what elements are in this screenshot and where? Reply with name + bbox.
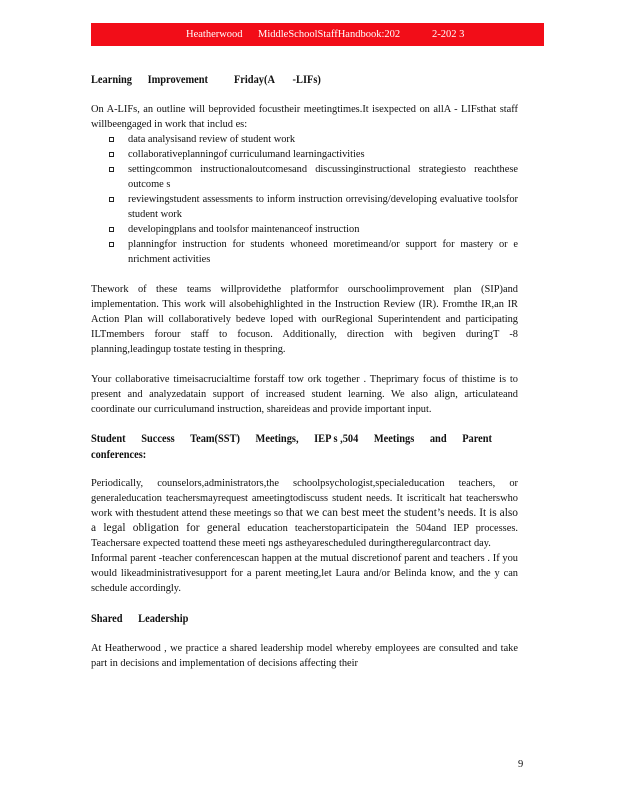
checkbox-bullet-icon	[109, 137, 114, 142]
checkbox-bullet-icon	[109, 227, 114, 232]
sst-paragraph-part1: Periodically, counselors,administrators,the schoolpsychologist,specialeducation teachers, or generaleducation teachersmayrequest ameetingtodiscuss student needs. It iscriticalt hat teacherswho work with thestudent attend these meetings so	[91, 478, 518, 519]
lifs-paragraph-teams: Thework of these teams willprovidethe platformfor ourschoolimprovement plan (SIP)and implementation. This work will alsobehighlighted in the Instruction Review (IR). Fromthe IR,an IR Action Plan will collaboratively bedeve loped with ourRegional Superintendent and participating ILTmembers forour staff to focuson. Additionally, direction with begiven duringT -8 planning,leadingup tostate testing in thespring.	[91, 284, 518, 355]
sst-paragraph-meetings	[91, 476, 518, 551]
checkbox-bullet-icon	[109, 167, 114, 172]
list-item: developingplans and toolsfor maintenanceof instruction	[91, 222, 518, 237]
list-item: settingcommon instructionaloutcomesand discussinginstructional strategiesto reachthese outcome s	[91, 162, 518, 192]
shared-paragraph: At Heatherwood , we practice a shared leadership model whereby employees are consulted and take part in decisions and implementation of decisions affecting their	[91, 643, 518, 669]
list-item: data analysisand review of student work	[91, 132, 518, 147]
checkbox-bullet-icon	[109, 242, 114, 247]
lifs-list	[91, 132, 518, 267]
lifs-heading: Learning Improvement Friday(A -LIFs)	[91, 74, 321, 87]
checkbox-bullet-icon	[109, 152, 114, 157]
sst-paragraph-conferences: Informal parent -teacher conferencescan happen at the mutual discretionof parent and teachers . If you would likeadministrativesupport for a parent meeting,let Laura and/or Belinda know, and the y can schedule accordingly.	[91, 553, 518, 594]
lifs-intro: On A-LIFs, an outline will beprovided focustheir meetingtimes.It isexpected on allA - LIFsthat staff willbeengaged in work that includ es:	[91, 104, 518, 130]
page-number: 9	[518, 759, 524, 770]
sst-paragraph-part2: that we can best meet the student’s needs. It is also a legal obligation for general	[91, 507, 518, 534]
page-content	[91, 72, 518, 671]
sst-paragraph-part3: education teacherstoparticipatein the 504and IEP processes. Teachersare expected toattend these meeti ngs astheyarescheduled duringtheregularcontract day.	[91, 523, 518, 549]
sst-heading: Student Success Team(SST) Meetings, IEP s ,504 Meetings and Parent conferences:	[91, 433, 495, 462]
header-title: MiddleSchoolStaffHandbook:202	[258, 29, 401, 40]
list-item: planningfor instruction for students whoneed moretimeand/or support for mastery or e nrichment activities	[91, 237, 518, 267]
header-year: 2-202 3	[432, 29, 465, 40]
list-item: reviewingstudent assessments to inform instruction orrevising/developing evaluative toolsfor student work	[91, 192, 518, 222]
list-item: collaborativeplanningof curriculumand learningactivities	[91, 147, 518, 162]
checkbox-bullet-icon	[109, 197, 114, 202]
shared-heading: Shared Leadership	[91, 613, 189, 626]
page-header	[91, 23, 544, 46]
header-school: Heatherwood	[186, 29, 243, 40]
lifs-paragraph-collaborative: Your collaborative timeisacrucialtime forstaff tow ork together . Theprimary focus of thistime is to present and analyzedatain support of increased student learning. We also align, articulateand coordinate our curriculumand instruction, shareideas and provide important input.	[91, 374, 518, 415]
